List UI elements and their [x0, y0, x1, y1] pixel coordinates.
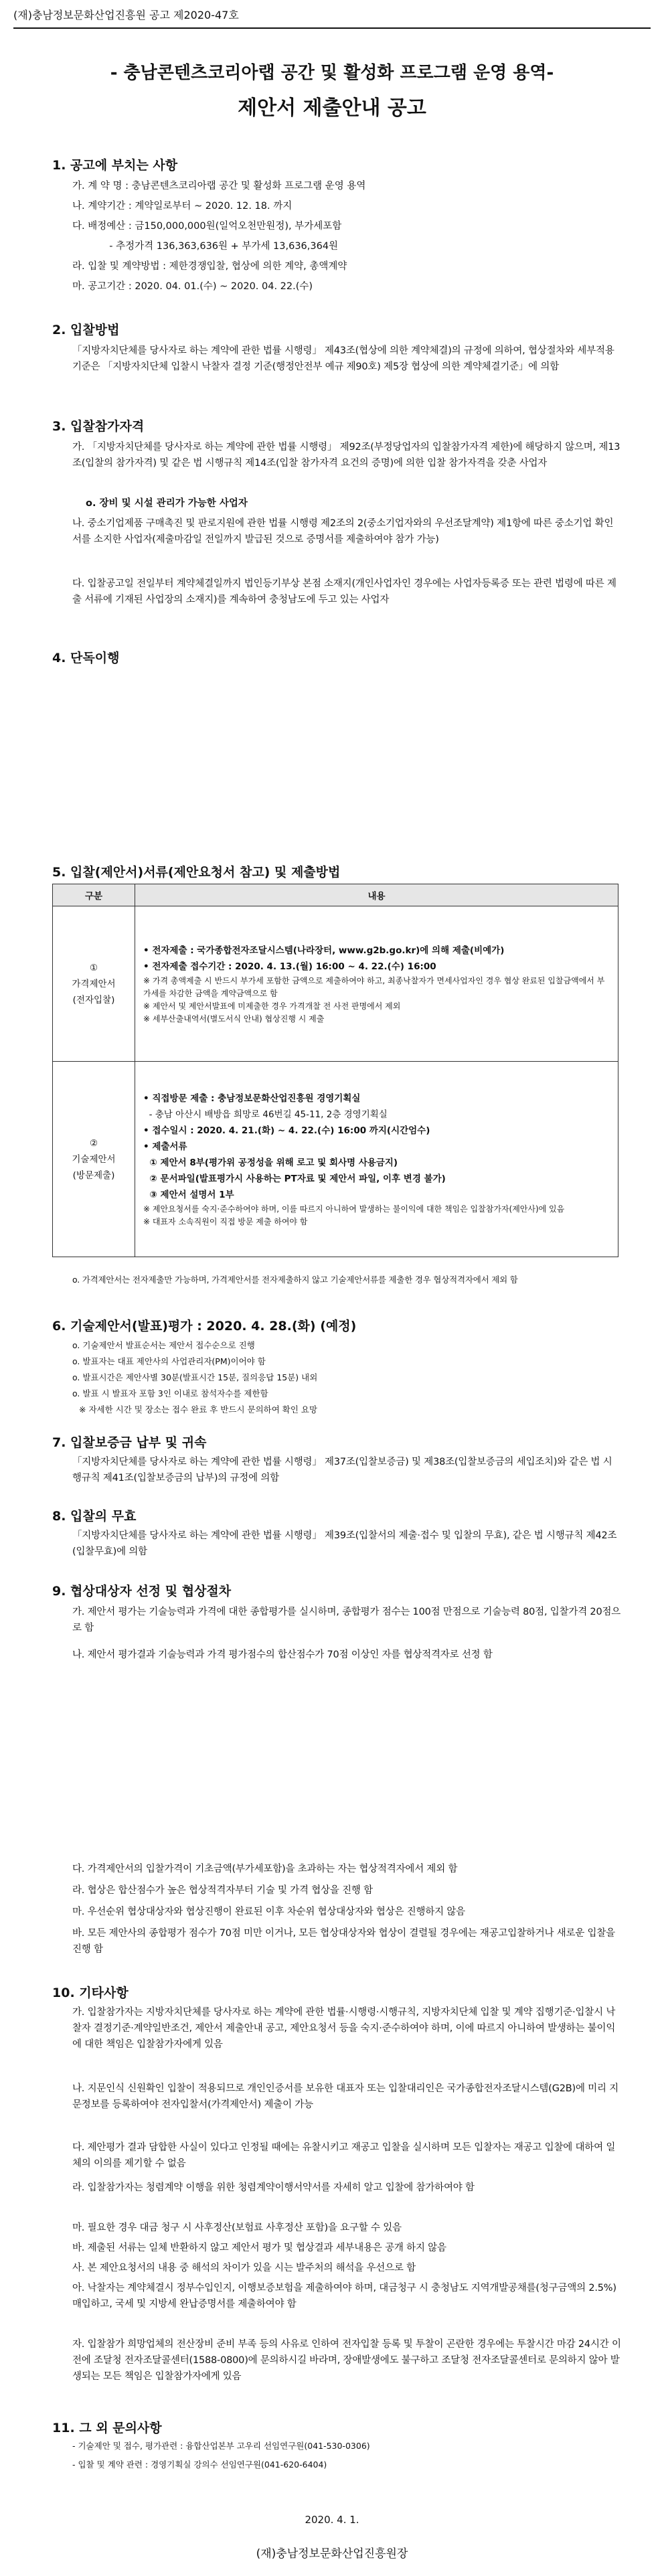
section-3-heading: 3. 입찰참가자격 [52, 419, 145, 434]
s2-text: 「지방자치단체를 당사자로 하는 계약에 관한 법률 시행령」 제43조(협상에 의한 계약체결)의 규정에 의하여, 협상절차와 세부적용기준은 「지방자치단체 입찰시 낙찰자 결정 기준(행정안전부 예규 제90호) 제5장 협상에 의한 계약체결기준」에 의함 [72, 345, 614, 372]
s6-line: o. 기술제안서 발표순서는 제안서 접수순으로 진행 [72, 1340, 255, 1350]
category-method: (전자입찰) [72, 994, 115, 1005]
s6-line: o. 발표 시 발표자 포함 3인 이내로 참석자수를 제한함 [72, 1388, 268, 1398]
content-line: • 직접방문 제출 : 충남정보문화산업진흥원 경영기획실 [143, 1093, 361, 1104]
category-label: 가격제안서 [72, 978, 116, 989]
notice-number: (재)충남정보문화산업진흥원 공고 제2020-47호 [13, 7, 651, 29]
s6-line: o. 발표자는 대표 제안사의 사업관리자(PM)이어야 함 [72, 1356, 266, 1366]
s9-item: 라. 협상은 합산점수가 높은 협상적격자부터 기술 및 가격 협상을 진행 함 [72, 1885, 373, 1896]
content-line: • 전자제출 : 국가종합전자조달시스템(나라장터, www.g2b.go.kr)에 의해 제출(비예가) [143, 945, 505, 956]
category-cell [53, 906, 135, 1062]
s6-line: ※ 자세한 시간 및 장소는 접수 완료 후 반드시 문의하여 확인 요망 [79, 1404, 318, 1415]
section-6-heading: 6. 기술제안서(발표)평가 : 2020. 4. 28.(화) (예정) [52, 1319, 357, 1334]
s11-line: - 기술제안 및 접수, 평가관련 : 융합산업본부 고우리 선임연구원(041-530-0306) [72, 2441, 370, 2451]
table-row [53, 906, 618, 1062]
section-7-heading: 7. 입찰보증금 납부 및 귀속 [52, 1435, 207, 1450]
category-label: 기술제안서 [72, 1153, 116, 1165]
section-1-heading: 1. 공고에 부치는 사항 [52, 158, 178, 173]
s10-item: 사. 본 제안요청서의 내용 중 해석의 차이가 있을 시는 발주처의 해석을 우선으로 함 [72, 2263, 416, 2273]
s9-item: 마. 우선순위 협상대상자와 협상진행이 완료된 이후 차순위 협상대상자와 협상은 진행하지 않음 [72, 1907, 465, 1917]
notice-date: 2020. 4. 1. [305, 2514, 359, 2526]
content-note: ※ 대표자 소속직원이 직접 방문 제출 하여야 함 [143, 1216, 308, 1226]
s9-item: 바. 모든 제안사의 종합평가 점수가 70점 미만 이거나, 모든 협상대상자와 협상이 결렬될 경우에는 재공고입찰하거나 새로운 입찰을 진행 함 [72, 1928, 615, 1955]
content-note: ※ 가격 총액제출 시 반드시 부가세 포함한 금액으로 제출하여야 하고, 최종낙찰자가 면세사업자인 경우 협상 완료된 입찰금액에서 부가세를 차감한 금액을 계약금액으로 함 [143, 975, 605, 998]
s10-item: 마. 필요한 경우 대금 청구 시 사후정산(보험료 사후정산 포함)을 요구할 수 있음 [72, 2223, 402, 2233]
s1-line: 다. 배정예산 : 금150,000,000원(일억오천만원정), 부가세포함 [72, 221, 342, 232]
category-number: ② [89, 1137, 98, 1149]
s5-after-note: o. 가격제안서는 전자제출만 가능하며, 가격제안서를 전자제출하지 않고 기술제안서류를 제출한 경우 협상적격자에서 제외 함 [72, 1275, 518, 1285]
content-note: ※ 제안서 및 제안서발표에 미제출한 경우 가격개찰 전 사전 판명에서 제외 [143, 1001, 401, 1011]
submission-table [52, 884, 618, 1257]
section-9-heading: 9. 협상대상자 선정 및 협상절차 [52, 1584, 232, 1599]
section-10-heading: 10. 기타사항 [52, 1986, 129, 2000]
s3-item-na: 나. 중소기업제품 구매촉진 및 판로지원에 관한 법률 시행령 제2조의 2(중소기업자와의 우선조달계약) 제1항에 따른 중소기업 확인서를 소지한 사업자(제출마감일 전일까지 발급된 것으로 증명서를 제출하여야 참가 가능) [72, 518, 614, 545]
s9-item: 다. 가격제안서의 입찰가격이 기초금액(부가세포함)을 초과하는 자는 협상적격자에서 제외 함 [72, 1864, 458, 1874]
s10-item: 다. 제안평가 결과 담합한 사실이 있다고 인정될 때에는 유찰시키고 재공고 입찰을 실시하며 모든 입찰자는 재공고 입찰에 대하여 일체의 이의를 제기할 수 없음 [72, 2142, 616, 2169]
s10-item: 아. 낙찰자는 계약체결시 정부수입인지, 이행보증보험을 제출하여야 하며, 대금청구 시 충청남도 지역개발공채를(청구금액의 2.5%) 매입하고, 국세 및 지방세 완납증명서를 제출하여야 함 [72, 2283, 616, 2310]
s10-item: 바. 제출된 서류는 일체 반환하지 않고 제안서 평가 및 협상결과 세부내용은 공개 하지 않음 [72, 2243, 446, 2253]
s3-item-da: 다. 입찰공고일 전일부터 계약체결일까지 법인등기부상 본점 소재지(개인사업자인 경우에는 사업자등록증 또는 관련 법령에 따른 제출 서류에 기재된 사업장의 소재지)를 계속하여 충청남도에 두고 있는 사업자 [72, 578, 616, 605]
content-cell [135, 1062, 618, 1257]
content-line: - 충남 아산시 배방읍 희망로 46번길 45-11, 2층 경영기획실 [143, 1109, 388, 1120]
content-line: ③ 제안서 설명서 1부 [143, 1189, 234, 1200]
subtitle: - 충남콘텐츠코리아랩 공간 및 활성화 프로그램 운영 용역- [110, 63, 554, 83]
category-number: ① [89, 962, 98, 973]
s1-line: 라. 입찰 및 계약방법 : 제한경쟁입찰, 협상에 의한 계약, 총액계약 [72, 261, 347, 272]
content-line: • 제출서류 [143, 1141, 187, 1152]
s1-line: - 추정가격 136,363,636원 + 부가세 13,636,364원 [72, 241, 339, 252]
category-method: (방문제출) [72, 1170, 115, 1181]
s1-line: 마. 공고기간 : 2020. 04. 01.(수) ~ 2020. 04. 22.(수) [72, 281, 313, 292]
page-title: 제안서 제출안내 공고 [238, 96, 426, 120]
s10-item: 라. 입찰참가자는 청렴계약 이행을 위한 청렴계약이행서약서를 자세히 알고 입찰에 참가하여야 함 [72, 2182, 475, 2193]
s11-line: - 입찰 및 계약 관련 : 경영기획실 강의수 선임연구원(041-620-6404) [72, 2460, 327, 2470]
section-4-heading: 4. 단독이행 [52, 651, 120, 665]
table-header-row [53, 884, 618, 906]
content-line: ② 문서파일(발표평가시 사용하는 PT자료 및 제안서 파일, 이후 변경 불가) [143, 1173, 446, 1184]
content-line: ① 제안서 8부(평가위 공정성을 위해 로고 및 회사명 사용금지) [143, 1157, 398, 1168]
s6-line: o. 발표시간은 제안사별 30분(발표시간 15분, 질의응답 15분) 내외 [72, 1372, 318, 1382]
s1-line: 가. 계 약 명 : 충남콘텐츠코리아랩 공간 및 활성화 프로그램 운영 용역 [72, 181, 366, 191]
content-line: • 전자제출 접수기간 : 2020. 4. 13.(월) 16:00 ~ 4. 22.(수) 16:00 [143, 961, 436, 972]
section-11-heading: 11. 그 외 문의사항 [52, 2421, 162, 2435]
section-8-heading: 8. 입찰의 무효 [52, 1509, 137, 1524]
column-header: 내용 [135, 884, 618, 906]
section-5-heading: 5. 입찰(제안서)서류(제안요청서 참고) 및 제출방법 [52, 865, 341, 880]
section-2-heading: 2. 입찰방법 [52, 323, 120, 337]
table-row [53, 1062, 618, 1257]
s8-text: 「지방자치단체를 당사자로 하는 계약에 관한 법률 시행령」 제39조(입찰서의 제출·접수 및 입찰의 무효), 같은 법 시행규칙 제42조(입찰무효)에 의함 [72, 1530, 617, 1557]
s3-item-o: o. 장비 및 시설 관리가 가능한 사업자 [86, 498, 248, 509]
content-cell [135, 906, 618, 1062]
s10-item: 자. 입찰참가 희망업체의 전산장비 준비 부족 등의 사유로 인하여 전자입찰 등록 및 투찰이 곤란한 경우에는 투찰시간 마감 24시간 이전에 조달청 전자조달콜센터(1588-0800)에 문의하시길 바라며, 장애발생에도 불구하고 조달청 전자조달콜센터로 문의하지 않아 발생되는 모든 책임은 입찰참가자에게 있음 [72, 2339, 621, 2382]
content-note: ※ 세부산출내역서(별도서식 안내) 협상진행 시 제출 [143, 1014, 325, 1024]
s10-item: 나. 지문인식 신원확인 입찰이 적용되므로 개인인증서를 보유한 대표자 또는 입찰대리인은 국가종합전자조달시스템(G2B)에 미리 지문정보를 등록하여야 전자입찰서(가격제안서) 제출이 가능 [72, 2083, 619, 2110]
s9-item: 나. 제안서 평가결과 기술능력과 가격 평가점수의 합산점수가 70점 이상인 자를 협상적격자로 선정 함 [72, 1649, 493, 1660]
s7-text: 「지방자치단체를 당사자로 하는 계약에 관한 법률 시행령」 제37조(입찰보증금) 및 제38조(입찰보증금의 세입조치)와 같은 법 시행규칙 제41조(입찰보증금의 납부)의 규정에 의함 [72, 1457, 612, 1483]
category-cell [53, 1062, 135, 1257]
issuer-name: (재)충남정보문화산업진흥원장 [256, 2547, 408, 2561]
s9-item: 가. 제안서 평가는 기술능력과 가격에 대한 종합평가를 실시하며, 종합평가 점수는 100점 만점으로 기술능력 80점, 입찰가격 20점으로 함 [72, 1607, 621, 1633]
content-line: • 접수일시 : 2020. 4. 21.(화) ~ 4. 22.(수) 16:00 까지(시간엄수) [143, 1125, 430, 1136]
s1-line: 나. 계약기간 : 계약일로부터 ~ 2020. 12. 18. 까지 [72, 201, 293, 212]
column-header: 구분 [53, 884, 135, 906]
content-note: ※ 제안요청서를 숙지·준수하여야 하며, 이를 따르지 아니하여 발생하는 불이익에 대한 책임은 입찰참가자(제안사)에 있음 [143, 1204, 565, 1214]
s10-item: 가. 입찰참가자는 지방자치단체를 당사자로 하는 계약에 관한 법률·시행령·시행규칙, 지방자치단체 입찰 및 계약 집행기준·입찰시 낙찰자 결정기준·계약일반조건, 제안서 제출안내 공고, 제안요청서 등을 숙지·준수하여야 하며, 이에 따르지 아니하여 발생하는 불이익에 대한 책임은 입찰참가자에게 있음 [72, 2007, 616, 2050]
s3-item-ga: 가. 「지방자치단체를 당사자로 하는 계약에 관한 법률 시행령」 제92조(부정당업자의 입찰참가자격 제한)에 해당하지 않으며, 제13조(입찰의 참가자격) 및 같은 법 시행규칙 제14조(입찰 참가자격 요건의 증명)에 의한 입찰 참가자격을 갖춘 사업자 [72, 442, 620, 469]
